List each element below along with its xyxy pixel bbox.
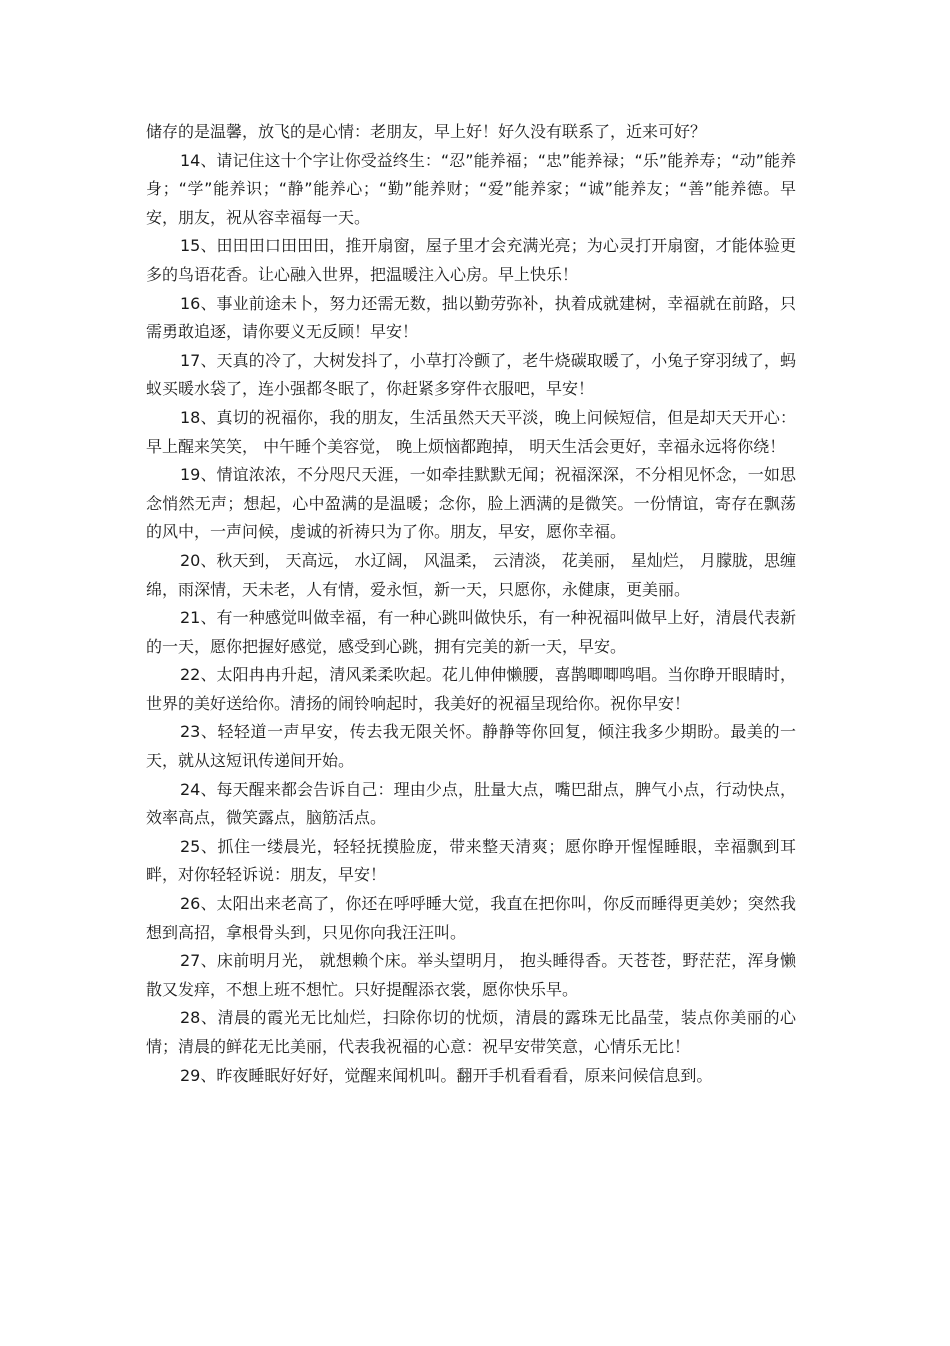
paragraph-29: 29、昨夜睡眠好好好，觉醒来闻机叫。翻开手机看看看，原来问候信息到。 xyxy=(180,1065,713,1085)
paragraph-19: 19、情谊浓浓，不分咫尺天涯，一如牵挂默默无闻；祝福深深，不分相见怀念，一如思念悄然无声；想起，心中盈满的是温暖；念你，脸上洒满的是微笑。一份情谊，寄存在飘荡的风中，一声问候，虔诚的祈祷只为了你。朋友，早安，愿你幸福。 xyxy=(146,465,796,542)
paragraph-21: 21、有一种感觉叫做幸福，有一种心跳叫做快乐，有一种祝福叫做早上好，清晨代表新的一天，愿你把握好感觉，感受到心跳，拥有完美的新一天，早安。 xyxy=(146,608,796,656)
paragraph-23: 23、轻轻道一声早安，传去我无限关怀。静静等你回复，倾注我多少期盼。最美的一天，就从这短讯传递间开始。 xyxy=(146,722,796,771)
paragraph-26: 26、太阳出来老高了，你还在呼呼睡大觉，我直在把你叫，你反而睡得更美妙；突然我想到高招，拿根骨头到，只见你向我汪汪叫。 xyxy=(146,894,796,942)
paragraph-15: 15、田田田口田田田，推开扇窗，屋子里才会充满光亮；为心灵打开扇窗，才能体验更多的鸟语花香。让心融入世界，把温暖注入心房。早上快乐！ xyxy=(146,236,796,284)
paragraph-25: 25、抓住一缕晨光，轻轻抚摸脸庞，带来整天清爽；愿你睁开惺惺睡眼，幸福飘到耳畔，对你轻轻诉说：朋友，早安！ xyxy=(146,836,796,885)
paragraph-16: 16、事业前途未卜，努力还需无数，拙以勤劳弥补，执着成就建树，幸福就在前路，只需勇敢追逐，请你要义无反顾！早安！ xyxy=(146,293,796,342)
document-body xyxy=(146,118,796,1090)
paragraph-24: 24、每天醒来都会告诉自己：理由少点，肚量大点，嘴巴甜点，脾气小点，行动快点，效率高点，微笑露点，脑筋活点。 xyxy=(146,779,796,828)
paragraph-20: 20、秋天到， 天高远， 水辽阔， 风温柔， 云清淡， 花美丽， 星灿烂， 月朦胧，思缠绵，雨深情，天未老，人有情，爱永恒，新一天，只愿你，永健康，更美丽。 xyxy=(146,550,796,599)
paragraph-28: 28、清晨的霞光无比灿烂，扫除你切的忧烦，清晨的露珠无比晶莹，装点你美丽的心情；清晨的鲜花无比美丽，代表我祝福的心意：祝早安带笑意，心情乐无比！ xyxy=(146,1008,796,1056)
paragraph-18: 18、真切的祝福你，我的朋友，生活虽然天天平淡，晚上问候短信，但是却天天开心：早上醒来笑笑， 中午睡个美容觉， 晚上烦恼都跑掉， 明天生活会更好，幸福永远将你绕！ xyxy=(146,407,796,456)
paragraph-17: 17、天真的冷了，大树发抖了，小草打冷颤了，老牛烧碳取暖了，小兔子穿羽绒了，蚂蚁买暖水袋了，连小强都冬眠了，你赶紧多穿件衣服吧，早安！ xyxy=(146,350,796,399)
paragraph-22: 22、太阳冉冉升起，清风柔柔吹起。花儿伸伸懒腰，喜鹊唧唧鸣唱。当你睁开眼睛时，世界的美好送给你。清扬的闹铃响起时，我美好的祝福呈现给你。祝你早安！ xyxy=(146,665,796,713)
paragraph-continuation: 储存的是温馨，放飞的是心情：老朋友，早上好！好久没有联系了，近来可好？ xyxy=(146,122,707,141)
paragraph-14: 14、请记住这十个字让你受益终生：“忍”能养福；“忠”能养禄；“乐”能养寿；“动”能养身；“学”能养识；“静”能养心；“勤”能养财；“爱”能养家；“诚”能养友；“善”能养德。早安，朋友，祝从容幸福每一天。 xyxy=(146,150,796,227)
paragraph-27: 27、床前明月光， 就想赖个床。举头望明月， 抱头睡得香。天苍苍，野茫茫，浑身懒散又发痒，不想上班不想忙。只好提醒添衣裳，愿你快乐早。 xyxy=(146,951,796,999)
